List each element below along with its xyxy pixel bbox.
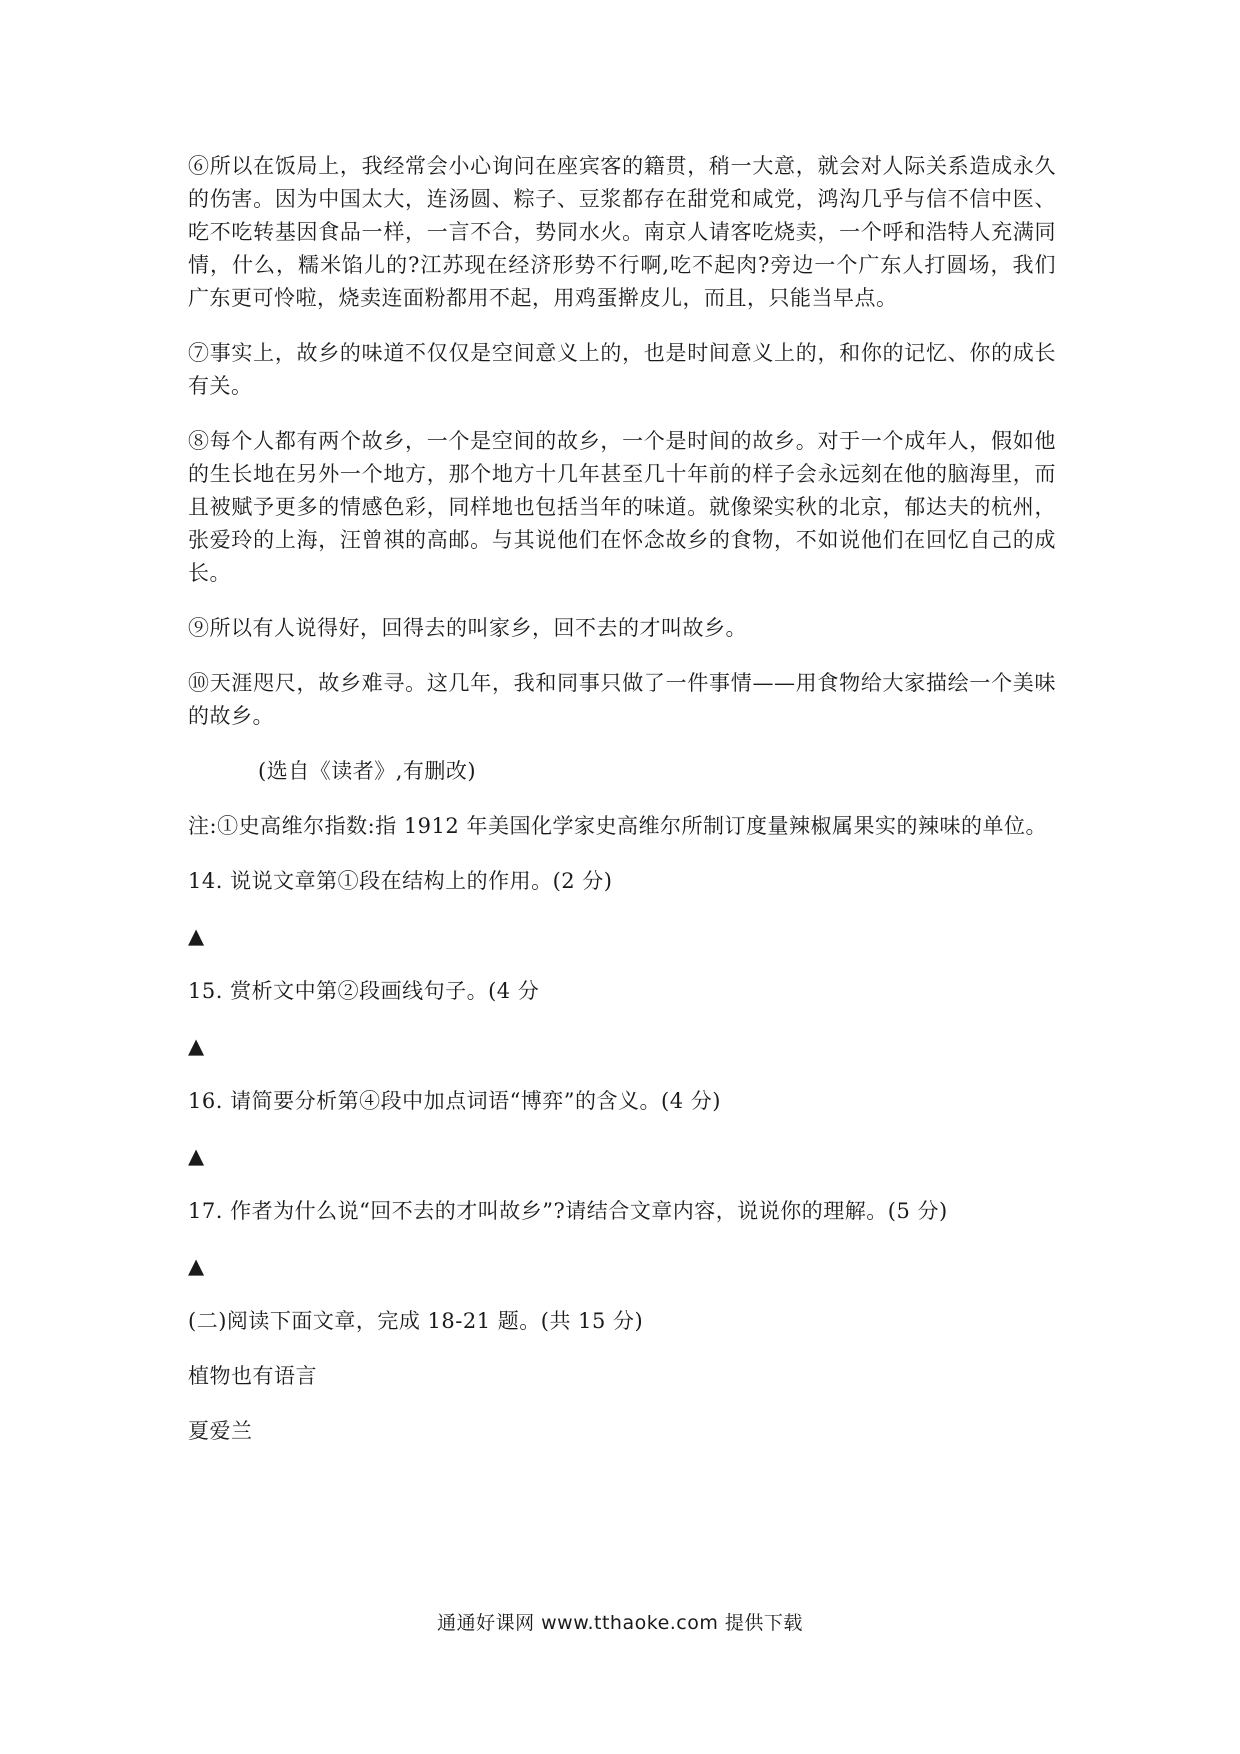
- question-15: 15. 赏析文中第②段画线句子。(4 分: [188, 979, 540, 1003]
- page-footer: 通通好课网 www.tthaoke.com 提供下载: [437, 1612, 803, 1634]
- article-paragraph-8: ⑧每个人都有两个故乡，一个是空间的故乡，一个是时间的故乡。对于一个成年人，假如他的生长地在另外一个地方，那个地方十几年甚至几十年前的样子会永远刻在他的脑海里，而且被赋予更多的情感色彩，同样地也包括当年的味道。就像梁实秋的北京，郁达夫的杭州，张爱玲的上海，汪曾祺的高邮。与其说他们在怀念故乡的食物，不如说他们在回忆自己的成长。: [188, 429, 1056, 585]
- answer-placeholder-15: ▲: [188, 1034, 205, 1058]
- article-note: 注:①史高维尔指数:指 1912 年美国化学家史高维尔所制订度量辣椒属果实的辣味的单位。: [188, 814, 1047, 838]
- section-two-author: 夏爱兰: [188, 1419, 253, 1443]
- article-paragraph-9: ⑨所以有人说得好，回得去的叫家乡，回不去的才叫故乡。: [188, 616, 747, 640]
- question-16: 16. 请简要分析第④段中加点词语“博弈”的含义。(4 分): [188, 1089, 721, 1113]
- answer-placeholder-17: ▲: [188, 1254, 205, 1278]
- article-source: (选自《读者》,有删改): [258, 759, 477, 783]
- answer-placeholder-16: ▲: [188, 1144, 205, 1168]
- answer-placeholder-14: ▲: [188, 924, 205, 948]
- question-14: 14. 说说文章第①段在结构上的作用。(2 分): [188, 869, 613, 893]
- article-paragraph-6: ⑥所以在饭局上，我经常会小心询问在座宾客的籍贯，稍一大意，就会对人际关系造成永久的伤害。因为中国太大，连汤圆、粽子、豆浆都存在甜党和咸党，鸿沟几乎与信不信中医、吃不吃转基因食品一样，一言不合，势同水火。南京人请客吃烧卖，一个呼和浩特人充满同情，什么，糯米馅儿的?江苏现在经济形势不行啊,吃不起肉?旁边一个广东人打圆场，我们广东更可怜啦，烧卖连面粉都用不起，用鸡蛋擀皮儿，而且，只能当早点。: [188, 154, 1056, 310]
- article-paragraph-7: ⑦事实上，故乡的味道不仅仅是空间意义上的，也是时间意义上的，和你的记忆、你的成长有关。: [188, 341, 1056, 398]
- section-two-title: 植物也有语言: [188, 1364, 317, 1388]
- section-two-instruction: (二)阅读下面文章，完成 18-21 题。(共 15 分): [188, 1309, 644, 1333]
- article-paragraph-10: ⑩天涯咫尺，故乡难寻。这几年，我和同事只做了一件事情——用食物给大家描绘一个美味的故乡。: [188, 671, 1056, 728]
- exam-page-content: [188, 150, 1056, 1470]
- question-17: 17. 作者为什么说“回不去的才叫故乡”?请结合文章内容，说说你的理解。(5 分): [188, 1199, 948, 1223]
